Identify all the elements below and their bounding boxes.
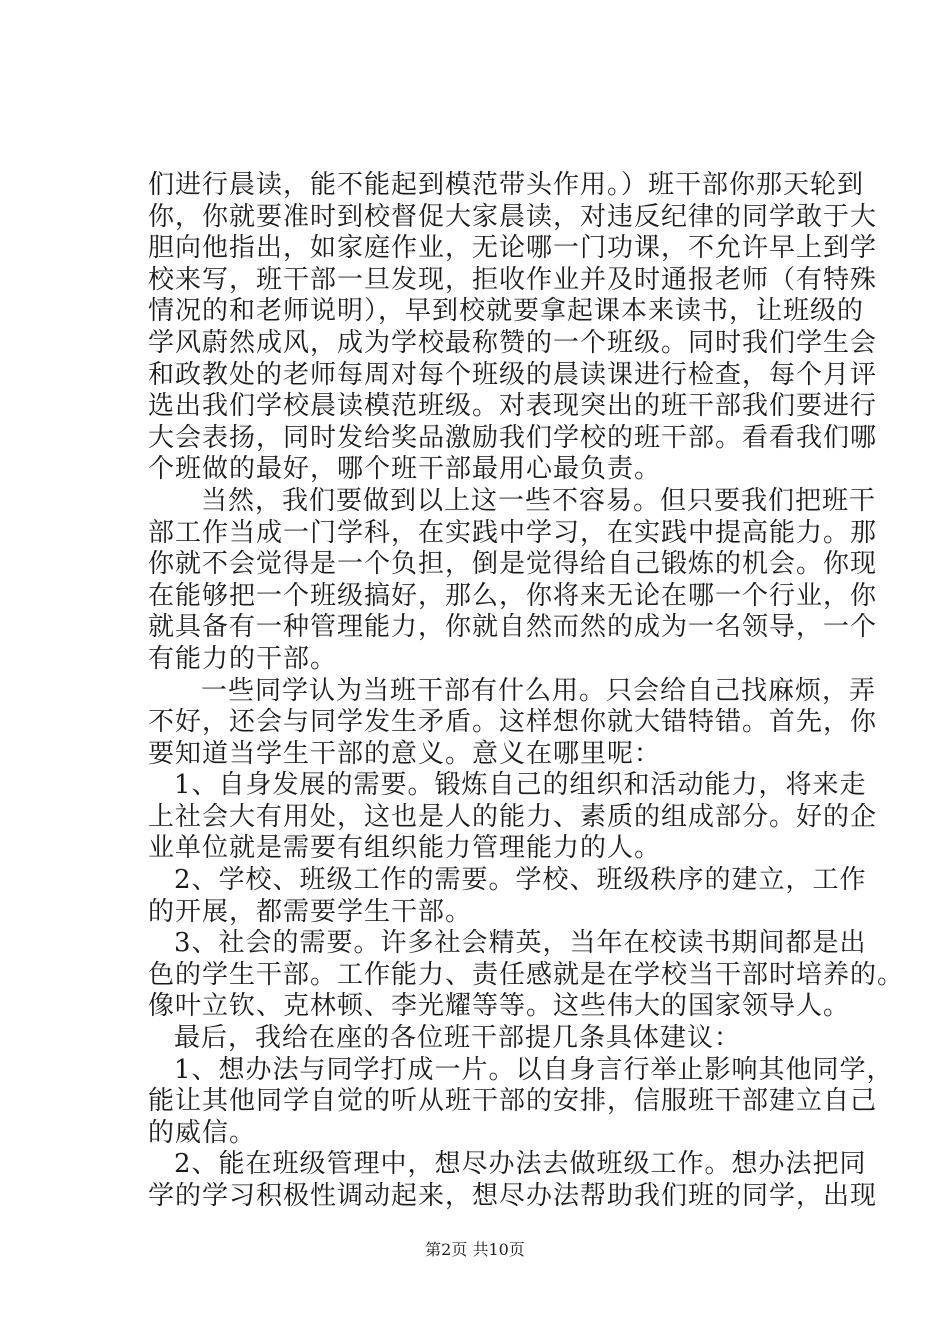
text-line: 你就不会觉得是一个负担，倒是觉得给自己锻炼的机会。你现 bbox=[148, 549, 878, 580]
page-footer: 第2页 共10页 bbox=[425, 1240, 525, 1259]
text-line: 胆向他指出，如家庭作业，无论哪一门功课，不允许早上到学 bbox=[148, 233, 878, 264]
text-line: 学的学习积极性调动起来，想尽办法帮助我们班的同学，出现 bbox=[148, 1181, 878, 1211]
text-line: 2、能在班级管理中，想尽办法去做班级工作。想办法把同 bbox=[174, 1149, 867, 1180]
text-line: 就具备有一种管理能力，你就自然而然的成为一名领导，一个 bbox=[148, 612, 878, 643]
text-line: 有能力的干部。 bbox=[148, 643, 338, 674]
text-line: 大会表扬，同时发给奖品激励我们学校的班干部。看看我们哪 bbox=[148, 422, 878, 453]
text-line: 情况的和老师说明），早到校就要拿起课本来读书，让班级的 bbox=[148, 296, 865, 327]
text-line: 个班做的最好，哪个班干部最用心最负责。 bbox=[148, 454, 662, 485]
text-line: 要知道当学生干部的意义。意义在哪里呢： bbox=[148, 738, 662, 769]
text-line: 们进行晨读，能不能起到模范带头作用。）班干部你那天轮到 bbox=[148, 170, 865, 200]
text-line: 像叶立钦、克林顿、李光耀等等。这些伟大的国家领导人。 bbox=[148, 991, 851, 1022]
text-line: 不好，还会与同学发生矛盾。这样想你就大错特错。首先，你 bbox=[148, 707, 878, 738]
text-line: 你，你就要准时到校督促大家晨读，对违反纪律的同学敢于大 bbox=[148, 201, 878, 232]
text-line: 最后，我给在座的各位班干部提几条具体建议： bbox=[174, 1023, 742, 1054]
text-line: 业单位就是需要有组织能力管理能力的人。 bbox=[148, 833, 662, 864]
text-line: 色的学生干部。工作能力、责任感就是在学校当干部时培养的。 bbox=[148, 959, 905, 990]
text-line: 选出我们学校晨读模范班级。对表现突出的班干部我们要进行 bbox=[148, 391, 878, 422]
text-line: 一些同学认为当班干部有什么用。只会给自己找麻烦，弄 bbox=[174, 675, 877, 706]
text-line: 1、想办法与同学打成一片。以自身言行举止影响其他同学， bbox=[174, 1054, 894, 1085]
text-line: 在能够把一个班级搞好，那么，你将来无论在哪一个行业，你 bbox=[148, 580, 878, 611]
text-line: 上社会大有用处，这也是人的能力、素质的组成部分。好的企 bbox=[148, 801, 878, 832]
text-line: 3、社会的需要。许多社会精英，当年在校读书期间都是出 bbox=[174, 928, 867, 959]
text-line: 2、学校、班级工作的需要。学校、班级秩序的建立，工作 bbox=[174, 865, 867, 896]
document-body bbox=[148, 170, 905, 1213]
text-line: 能让其他同学自觉的听从班干部的安排，信服班干部建立自己 bbox=[148, 1086, 878, 1117]
text-line: 当然，我们要做到以上这一些不容易。但只要我们把班干 bbox=[174, 485, 877, 516]
text-line: 的威信。 bbox=[148, 1117, 257, 1148]
text-line: 的开展，都需要学生干部。 bbox=[148, 896, 473, 927]
text-line: 学风蔚然成风，成为学校最称赞的一个班级。同时我们学生会 bbox=[148, 327, 878, 358]
text-line: 校来写，班干部一旦发现，拒收作业并及时通报老师（有特殊 bbox=[148, 264, 878, 295]
text-line: 1、自身发展的需要。锻炼自己的组织和活动能力，将来走 bbox=[174, 770, 867, 801]
text-line: 和政教处的老师每周对每个班级的晨读课进行检查，每个月评 bbox=[148, 359, 878, 390]
text-line: 部工作当成一门学科，在实践中学习，在实践中提高能力。那 bbox=[148, 517, 878, 548]
